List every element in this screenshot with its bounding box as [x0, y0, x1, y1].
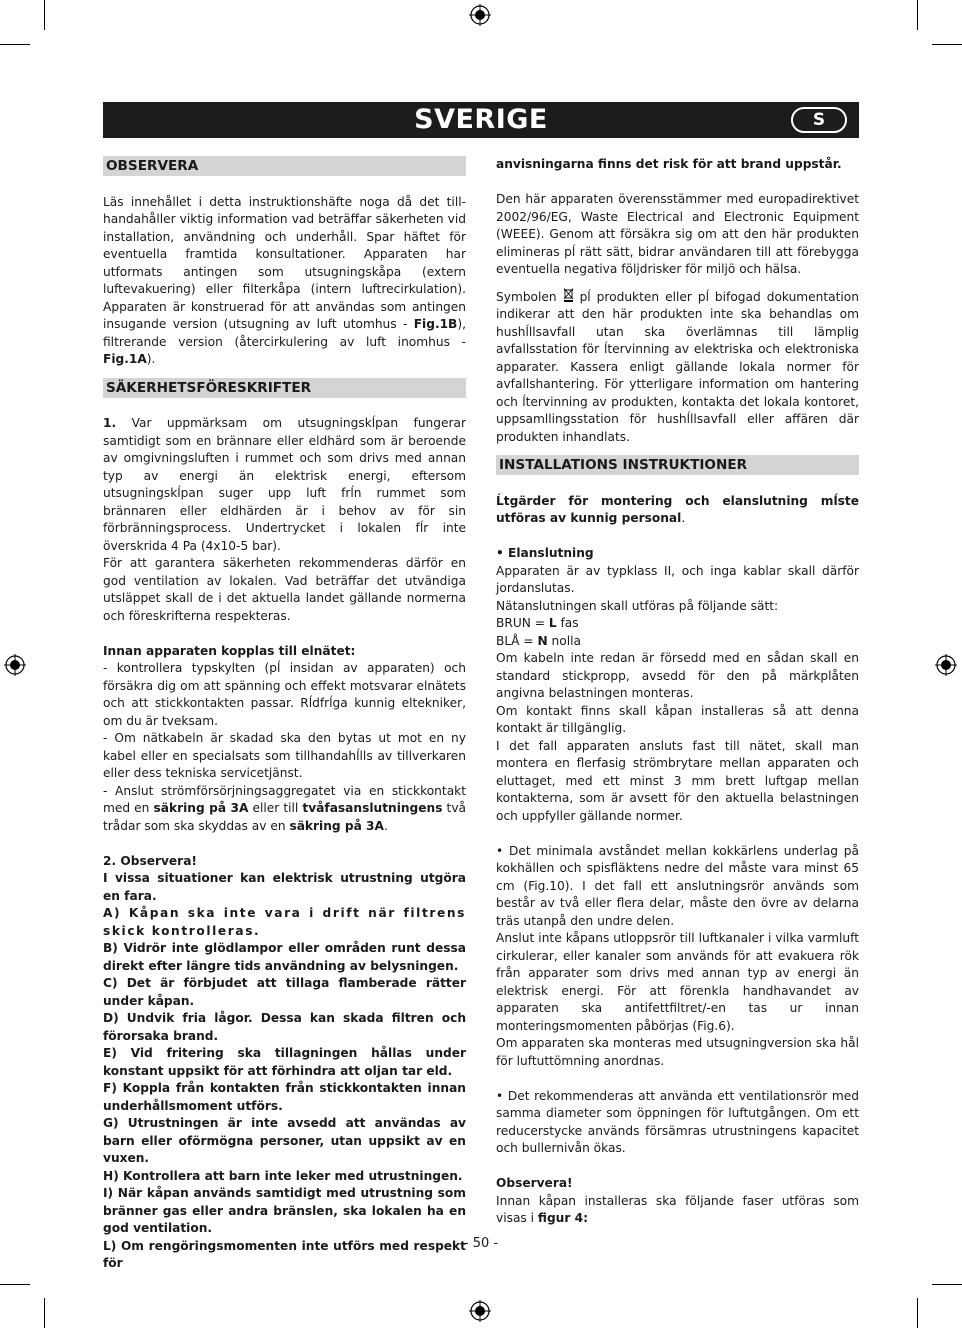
weee-paragraph: Den här apparaten överensstämmer med europadirektivet 2002/96/EG, Waste Electrical and Electronic Equipment (WEEE). Genom att försäkra sig om att den här produkten elimineras pĺ rätt sätt, bidrar användaren till att förebygga eventuella negativa följdrisker för miljö och hälsa.: [496, 192, 859, 276]
elan-text: Om kontakt finns skall kåpan installeras så att denna kontakt är tillgänglig.: [496, 703, 859, 735]
section-heading-safety: SÄKERHETSFÖRESKRIFTER: [103, 378, 466, 398]
obs2-line: I vissa situationer kan elektrisk utrustning utgöra en fara.: [103, 871, 466, 903]
obs2-line: B) Vidrör inte glödlampor eller områden runt dessa direkt efter längre tids användning av belysningen.: [103, 941, 466, 973]
title-banner: [103, 102, 859, 138]
crop-mark: [44, 1298, 45, 1328]
elanslutning-title: • Elanslutning: [496, 546, 594, 560]
obs2-title: 2. Observera!: [103, 853, 197, 868]
elan-text: Apparaten är av typklass II, och inga kablar skall därför jordanslutas.: [496, 563, 859, 595]
obs2-line: L) Om rengöringsmomenten inte utförs med respekt för: [103, 1238, 466, 1270]
ventilation-paragraph: • Det rekommenderas att använda ett ventilationsrör med samma diameter som öppningen för luftutgången. Om ett reducerstycke används försämras utrustningens kapacitet och bullernivån ökas.: [496, 1088, 859, 1155]
symbol-paragraph: Symbolen pĺ produkten eller pĺ bifogad dokumentation indikerar att den här produkten inte ska behandlas om hushĺllsavfall utan ska överlämnas till lämplig avfallsstation för ĺtervinning av elektriska och elektroniska apparater. Kassera enligt gällande lokala normer för avfallshantering. För ytterligare information om hantering och ĺtervinning av produkten, kontakta det lokala kontoret, uppsamllingsstation för hushĺllsavfall eller affären där produkten inhandlats.: [496, 289, 859, 444]
page-title: SVERIGE: [414, 104, 548, 135]
crop-mark: [0, 44, 30, 45]
registration-mark-icon: [469, 4, 491, 26]
crop-mark: [0, 1284, 30, 1285]
registration-mark-icon: [4, 654, 26, 676]
distance-paragraph-3: Om apparaten ska monteras med utsugningversion ska hål för luftuttömning anordnas.: [496, 1036, 859, 1068]
wire-blue: BLÅ = N nolla: [496, 633, 581, 648]
safety-paragraph-1: 1. Var uppmärksam om utsugningskĺpan fungerar samtidigt som en brännare eller eldhärd som är beroende av omgivningsluften i rummet och som drivs med annan typ av energi än elektrisk energi, eftersom utsugningskĺpan suger upp luft frĺn rummet som brännaren eller eldhärden är i behov av för sin förbränningsprocess. Undertrycket i lokalen fĺr inte överskrida 4 Pa (4x10-5 bar).: [103, 416, 466, 553]
before-heading: Innan apparaten kopplas till elnätet:: [103, 643, 356, 658]
crop-mark: [44, 0, 45, 30]
crop-mark: [932, 1284, 962, 1285]
install-intro: Ĺtgärder för montering och elanslutning mĺste utföras av kunnig personal.: [496, 493, 859, 525]
intro-paragraph: Läs innehållet i detta instruktionshäfte noga då det tillhandahåller viktig information vad beträffar säkerheten vid installation, användning och underhåll. Spar häftet för eventuella framtida konsultationer. Apparaten har utformats antingen som utsugningskåpa (extern luftevakuering) eller filterkåpa (intern luftrecirkulation). Apparaten är konstruerad för att användas som antingen insugande version (utsugning av luft utomhus - Fig.1B), filtrerande version (återcirkulering av luft inomhus - Fig.1A).: [103, 194, 466, 366]
obs2-line: H) Kontrollera att barn inte leker med utrustningen.: [103, 1168, 463, 1183]
wire-brown: BRUN = L fas: [496, 616, 579, 630]
registration-mark-icon: [935, 654, 957, 676]
before-item: - kontrollera typskylten (pĺ insidan av apparaten) och försäkra dig om att spänning och effekt motsvarar elnätets och att stickkontakten passar. Rĺdfrĺga kunnig eltekniker, om du är tveksam.: [103, 661, 466, 728]
section-heading-installation: INSTALLATIONS INSTRUKTIONER: [496, 455, 859, 475]
crop-mark: [917, 1298, 918, 1328]
registration-mark-icon: [469, 1300, 491, 1322]
crop-mark: [932, 44, 962, 45]
elan-text: I det fall apparaten ansluts fast till nätet, skall man montera en flerfasig strömbrytare mellan apparaten och eluttaget, med ett minst 3 mm brett luftgap mellan kontakterna, som är avsett för den aktuella belastningen och uppfyller gällande normer.: [496, 738, 859, 823]
crop-mark: [917, 0, 918, 30]
observera-text: Innan kåpan installeras ska följande faser utföras som visas i figur 4:: [496, 1193, 859, 1225]
obs2-line: D) Undvik fria lågor. Dessa kan skada filtren och förorsaka brand.: [103, 1011, 466, 1043]
distance-paragraph: • Det minimala avståndet mellan kokkärlens underlag på kokhällen och spisfläktens nedre del måste vara minst 65 cm (Fig.10). I det fall ett anslutningsrör används som består av två eller flera delar, måste den övre av delarna träs utanpå den undre delen.: [496, 843, 859, 928]
distance-paragraph-2: Anslut inte kåpans utloppsrör till luftkanaler i vilka varmluft cirkulerar, eller kanaler som används för att evakuera rök från apparater som drivs med annan typ av energi än elektrisk energi. För att förenkla handhavandet av apparaten ska antifettfiltret/-en tas ur innan monteringsmomenten påbörjas (Fig.6).: [496, 931, 859, 1033]
left-column: [103, 156, 466, 1273]
obs2-line: E) Vid fritering ska tillagningen hållas under konstant uppsikt för att förhindra att oljan tar eld.: [103, 1046, 466, 1078]
obs2-line: A) Kåpan ska inte vara i drift när filtrens skick kontrolleras.: [103, 906, 466, 938]
section-heading-observera: OBSERVERA: [103, 156, 466, 176]
elan-text: Nätanslutningen skall utföras på följande sätt:: [496, 598, 779, 613]
before-item: - Anslut strömförsörjningsaggregatet via en stickkontakt med en säkring på 3A eller till tvåfasanslutningens två trådar som ska skyddas av en säkring på 3A.: [103, 783, 467, 833]
page-number: - 50 -: [463, 1236, 499, 1251]
right-column: [496, 156, 859, 1228]
crossed-bin-icon: [563, 288, 574, 302]
obs2-line: F) Koppla från kontakten från stickkontakten innan underhållsmoment utförs.: [103, 1081, 466, 1113]
continued-text: anvisningarna finns det risk för att brand uppstår.: [496, 157, 842, 171]
elan-text: Om kabeln inte redan är försedd med en sådan skall en standard stickpropp, avsedd för den på märkplåten angivna belastningen monteras.: [496, 651, 859, 700]
observera-title: Observera!: [496, 1176, 573, 1190]
before-item: - Om nätkabeln är skadad ska den bytas ut mot en ny kabel eller en specialsats som tillhandahĺlls av tillverkaren eller dess tekniska servicetjänst.: [103, 731, 466, 780]
obs2-line: C) Det är förbjudet att tillaga flamberade rätter under kåpan.: [103, 976, 466, 1008]
obs2-line: G) Utrustningen är inte avsedd att användas av barn eller oförmögna personer, utan uppsikt av en vuxen.: [103, 1116, 466, 1165]
obs2-line: I) När kåpan används samtidigt med utrustning som bränner gas eller andra bränslen, ska lokalen ha en god ventilation.: [103, 1186, 466, 1235]
safety-paragraph-1b: För att garantera säkerheten rekommenderas därför en god ventilation av lokalen. Vad beträffar det utvändiga utsläppet skall de i det aktuella landet gällande normerna och föreskrifterna respekteras.: [103, 556, 466, 623]
language-badge: S: [791, 107, 847, 133]
